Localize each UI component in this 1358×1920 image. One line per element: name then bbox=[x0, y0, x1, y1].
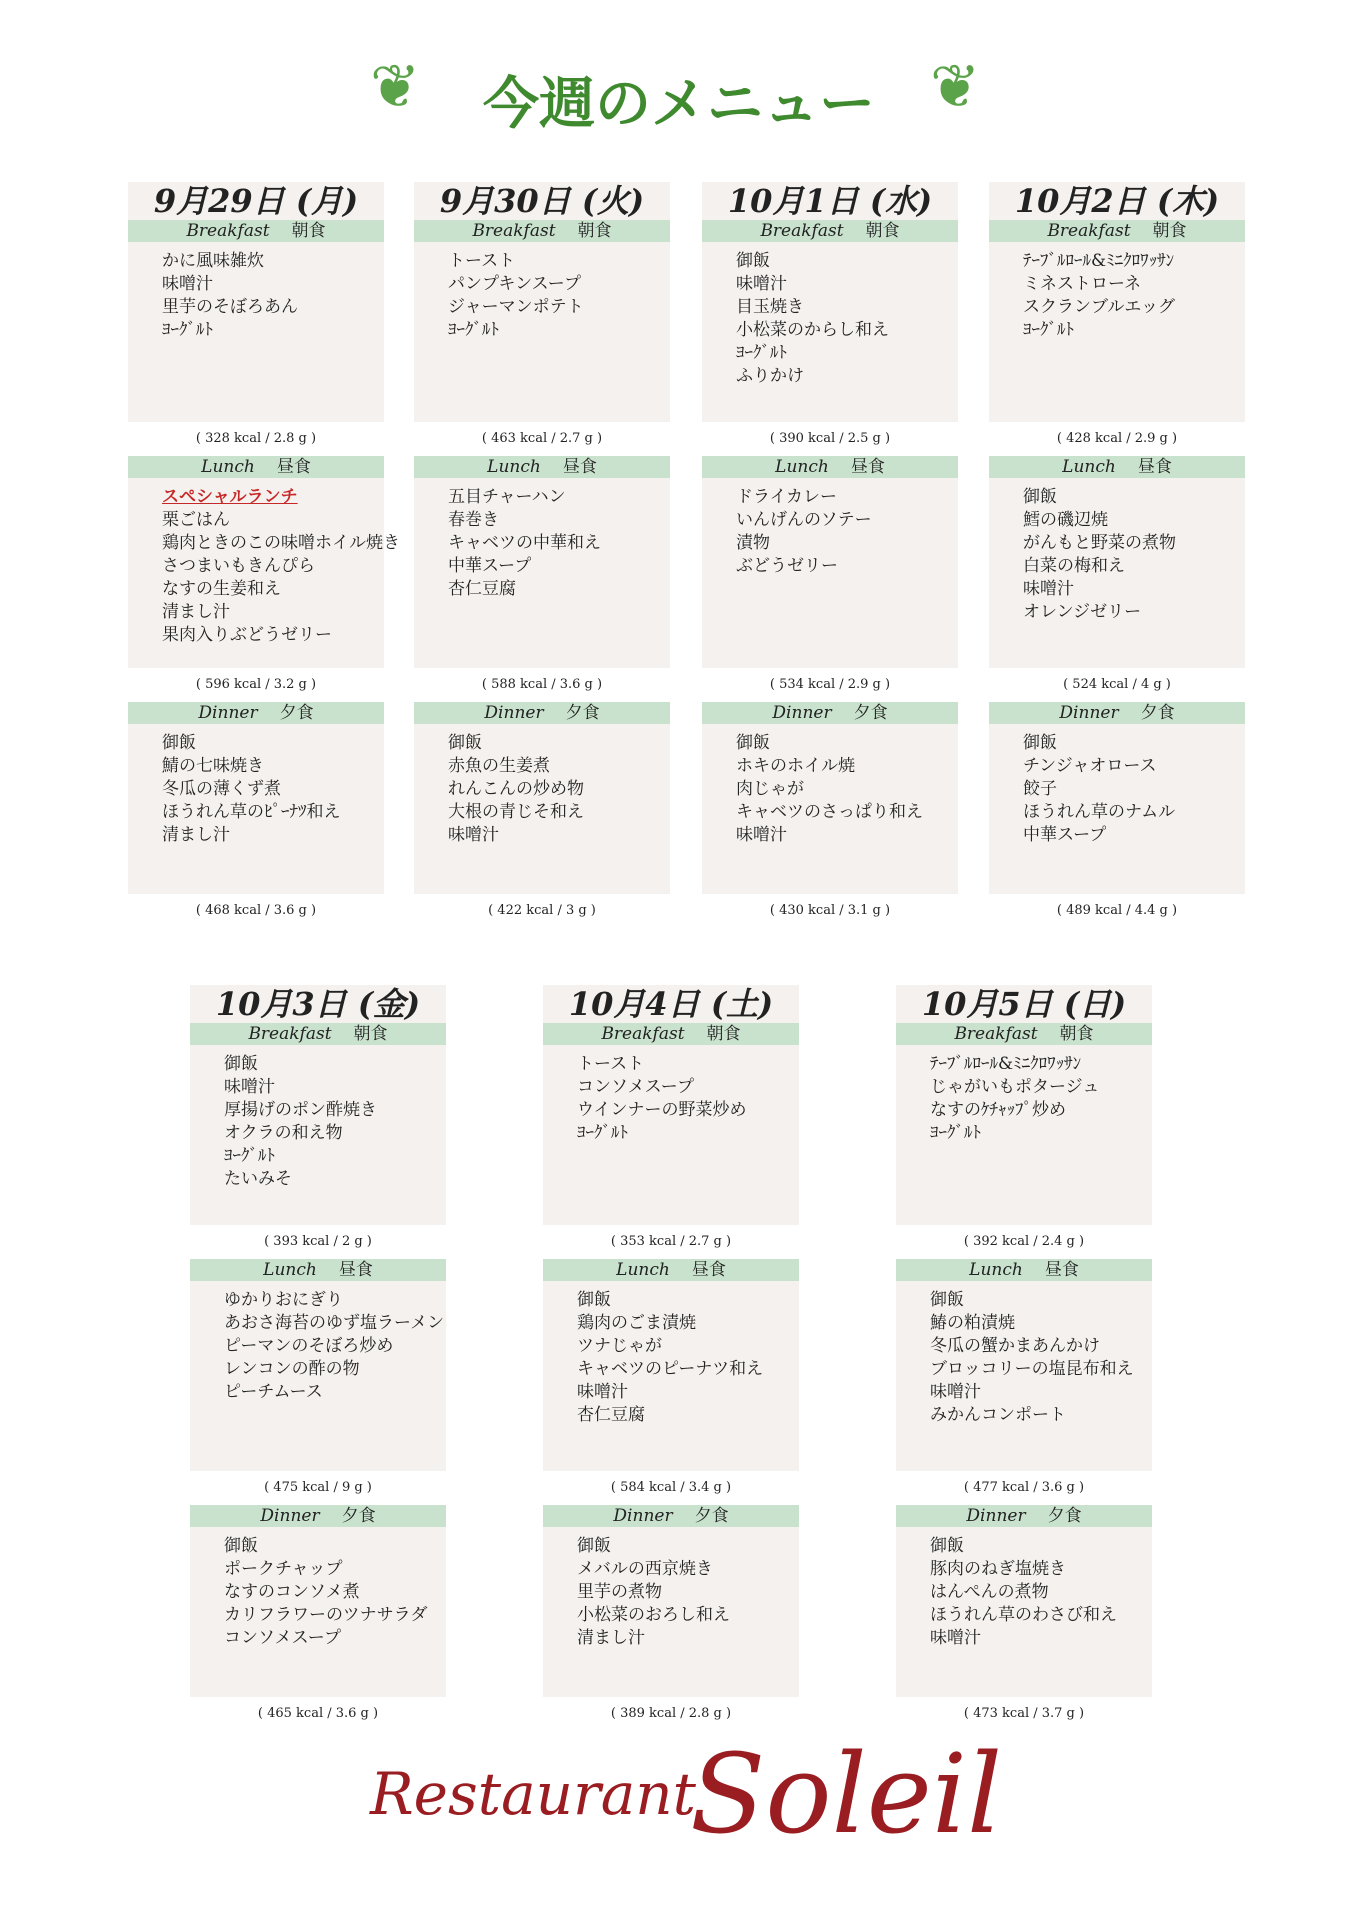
dinner-header bbox=[702, 702, 958, 724]
day-date: 10月5日 (日) bbox=[896, 985, 1152, 1023]
lunch-label-en: Lunch bbox=[616, 1260, 670, 1280]
menu-item: 味噌汁 bbox=[224, 1077, 275, 1097]
breakfast-header bbox=[128, 220, 384, 242]
lunch-label-en: Lunch bbox=[263, 1260, 317, 1280]
menu-item: 冬瓜の蟹かまあんかけ bbox=[930, 1336, 1100, 1356]
menu-item: オレンジゼリー bbox=[1023, 602, 1142, 622]
dinner-calories: ( 468 kcal / 3.6 g ) bbox=[195, 903, 317, 918]
dinner-label-jp: 夕食 bbox=[279, 703, 314, 723]
breakfast-label-en: Breakfast bbox=[1047, 221, 1131, 241]
day-column bbox=[989, 182, 1245, 928]
breakfast-header bbox=[896, 1023, 1152, 1045]
menu-item: チンジャオロース bbox=[1023, 756, 1157, 776]
menu-item: カリフラワーのツナサラダ bbox=[224, 1605, 428, 1625]
menu-item: ツナじゃが bbox=[577, 1336, 662, 1356]
menu-item: ﾖｰｸﾞﾙﾄ bbox=[577, 1123, 628, 1143]
breakfast-calories: ( 328 kcal / 2.8 g ) bbox=[195, 431, 317, 446]
menu-item: ﾖｰｸﾞﾙﾄ bbox=[224, 1146, 275, 1166]
breakfast-calories: ( 353 kcal / 2.7 g ) bbox=[610, 1234, 732, 1249]
menu-item: キャベツの中華和え bbox=[448, 533, 601, 553]
menu-item: 御飯 bbox=[736, 251, 770, 271]
breakfast-label-jp: 朝食 bbox=[1059, 1024, 1094, 1044]
menu-item: 清まし汁 bbox=[577, 1628, 645, 1648]
breakfast-label-en: Breakfast bbox=[186, 221, 270, 241]
lunch-items bbox=[414, 478, 670, 668]
menu-item: 御飯 bbox=[224, 1536, 258, 1556]
lunch-calories: ( 584 kcal / 3.4 g ) bbox=[610, 1480, 732, 1495]
breakfast-header bbox=[989, 220, 1245, 242]
menu-item: 春巻き bbox=[448, 510, 499, 530]
breakfast-items bbox=[414, 242, 670, 422]
breakfast-calories: ( 428 kcal / 2.9 g ) bbox=[1056, 431, 1178, 446]
menu-item: 厚揚げのポン酢焼き bbox=[224, 1100, 377, 1120]
breakfast-items bbox=[896, 1045, 1152, 1225]
menu-item: 御飯 bbox=[577, 1290, 611, 1310]
menu-item: みかんコンポート bbox=[930, 1405, 1066, 1425]
menu-item: 杏仁豆腐 bbox=[577, 1405, 645, 1425]
menu-item: 清まし汁 bbox=[162, 602, 230, 622]
menu-item: 御飯 bbox=[1023, 487, 1057, 507]
lunch-label-jp: 昼食 bbox=[850, 457, 885, 477]
menu-item: 杏仁豆腐 bbox=[448, 579, 516, 599]
special-lunch-label: スペシャルランチ bbox=[162, 487, 298, 507]
menu-item: 御飯 bbox=[930, 1290, 964, 1310]
menu-item: 味噌汁 bbox=[736, 825, 787, 845]
menu-item: 清まし汁 bbox=[162, 825, 230, 845]
ornament-left-icon: ❦ bbox=[370, 52, 421, 122]
menu-item: ほうれん草のわさび和え bbox=[930, 1605, 1117, 1625]
lunch-label-jp: 昼食 bbox=[338, 1260, 373, 1280]
day-column bbox=[702, 182, 958, 928]
dinner-items bbox=[190, 1527, 446, 1697]
dinner-label-en: Dinner bbox=[260, 1506, 320, 1526]
brand-name: Soleil bbox=[690, 1730, 1003, 1858]
breakfast-items bbox=[543, 1045, 799, 1225]
menu-item: 味噌汁 bbox=[1023, 579, 1074, 599]
lunch-header bbox=[989, 456, 1245, 478]
dinner-header bbox=[414, 702, 670, 724]
lunch-calories: ( 596 kcal / 3.2 g ) bbox=[195, 677, 317, 692]
menu-item: 目玉焼き bbox=[736, 297, 804, 317]
dinner-label-jp: 夕食 bbox=[853, 703, 888, 723]
dinner-header bbox=[989, 702, 1245, 724]
breakfast-items bbox=[128, 242, 384, 422]
breakfast-label-jp: 朝食 bbox=[577, 221, 612, 241]
lunch-label-en: Lunch bbox=[969, 1260, 1023, 1280]
breakfast-items bbox=[702, 242, 958, 422]
breakfast-label-jp: 朝食 bbox=[865, 221, 900, 241]
menu-item: 里芋の煮物 bbox=[577, 1582, 662, 1602]
breakfast-label-en: Breakfast bbox=[248, 1024, 332, 1044]
menu-item: ウインナーの野菜炒め bbox=[577, 1100, 747, 1120]
menu-item: コンソメスープ bbox=[224, 1628, 341, 1648]
menu-item: 冬瓜の薄くず煮 bbox=[162, 779, 281, 799]
breakfast-label-jp: 朝食 bbox=[1152, 221, 1187, 241]
menu-item: ﾖｰｸﾞﾙﾄ bbox=[930, 1123, 981, 1143]
menu-item: がんもと野菜の煮物 bbox=[1023, 533, 1176, 553]
dinner-label-en: Dinner bbox=[484, 703, 544, 723]
lunch-label-en: Lunch bbox=[201, 457, 255, 477]
dinner-calories: ( 430 kcal / 3.1 g ) bbox=[769, 903, 891, 918]
menu-item: 中華スープ bbox=[448, 556, 532, 576]
dinner-header bbox=[896, 1505, 1152, 1527]
menu-item: 鱈の磯辺焼 bbox=[1023, 510, 1108, 530]
lunch-items bbox=[896, 1281, 1152, 1471]
lunch-header bbox=[543, 1259, 799, 1281]
menu-item: 小松菜のおろし和え bbox=[577, 1605, 730, 1625]
breakfast-label-jp: 朝食 bbox=[353, 1024, 388, 1044]
dinner-label-en: Dinner bbox=[772, 703, 832, 723]
breakfast-calories: ( 392 kcal / 2.4 g ) bbox=[963, 1234, 1085, 1249]
dinner-label-jp: 夕食 bbox=[565, 703, 600, 723]
dinner-label-jp: 夕食 bbox=[1047, 1506, 1082, 1526]
menu-item: ﾖｰｸﾞﾙﾄ bbox=[736, 343, 787, 363]
lunch-calories: ( 534 kcal / 2.9 g ) bbox=[769, 677, 891, 692]
menu-item: ホキのホイル焼 bbox=[736, 756, 855, 776]
lunch-label-jp: 昼食 bbox=[276, 457, 311, 477]
dinner-items bbox=[702, 724, 958, 894]
breakfast-items bbox=[989, 242, 1245, 422]
dinner-label-en: Dinner bbox=[966, 1506, 1026, 1526]
breakfast-label-en: Breakfast bbox=[760, 221, 844, 241]
page-title: 今週のメニュー bbox=[483, 71, 875, 137]
menu-item: 五目チャーハン bbox=[448, 487, 566, 507]
menu-item: 御飯 bbox=[736, 733, 770, 753]
menu-item: 味噌汁 bbox=[930, 1628, 981, 1648]
day-column bbox=[190, 985, 446, 1731]
menu-item: ﾖｰｸﾞﾙﾄ bbox=[1023, 320, 1074, 340]
menu-item: メバルの西京焼き bbox=[577, 1559, 713, 1579]
breakfast-calories: ( 393 kcal / 2 g ) bbox=[264, 1234, 372, 1249]
menu-item: コンソメスープ bbox=[577, 1077, 694, 1097]
menu-item: じゃがいもポタージュ bbox=[930, 1077, 1100, 1097]
menu-item: 赤魚の生姜煮 bbox=[448, 756, 550, 776]
menu-item: 豚肉のねぎ塩焼き bbox=[930, 1559, 1066, 1579]
menu-item: なすのコンソメ煮 bbox=[224, 1582, 360, 1602]
menu-item: さつまいもきんぴら bbox=[162, 556, 315, 576]
breakfast-label-en: Breakfast bbox=[601, 1024, 685, 1044]
menu-item: レンコンの酢の物 bbox=[224, 1359, 360, 1379]
breakfast-label-en: Breakfast bbox=[954, 1024, 1038, 1044]
breakfast-label-jp: 朝食 bbox=[706, 1024, 741, 1044]
menu-item: れんこんの炒め物 bbox=[448, 779, 584, 799]
breakfast-header bbox=[414, 220, 670, 242]
lunch-label-en: Lunch bbox=[487, 457, 541, 477]
dinner-label-en: Dinner bbox=[1059, 703, 1119, 723]
menu-item: オクラの和え物 bbox=[224, 1123, 343, 1143]
menu-item: パンプキンスープ bbox=[448, 274, 581, 294]
lunch-items bbox=[190, 1281, 446, 1471]
lunch-items bbox=[989, 478, 1245, 668]
lunch-calories: ( 477 kcal / 3.6 g ) bbox=[963, 1480, 1085, 1495]
menu-item: いんげんのソテー bbox=[736, 510, 872, 530]
breakfast-header bbox=[190, 1023, 446, 1045]
day-column bbox=[543, 985, 799, 1731]
lunch-items bbox=[702, 478, 958, 668]
menu-item: ほうれん草のﾋﾟｰﾅﾂ和え bbox=[162, 802, 341, 822]
menu-item: はんぺんの煮物 bbox=[930, 1582, 1049, 1602]
day-date: 10月1日 (水) bbox=[702, 182, 958, 220]
lunch-label-en: Lunch bbox=[775, 457, 829, 477]
menu-item: 鶏肉のごま漬焼 bbox=[577, 1313, 696, 1333]
menu-item: たいみそ bbox=[224, 1169, 292, 1189]
menu-item: ふりかけ bbox=[736, 366, 804, 386]
dinner-calories: ( 465 kcal / 3.6 g ) bbox=[257, 1706, 379, 1721]
menu-item: ぶどうゼリー bbox=[736, 556, 838, 576]
menu-item: 中華スープ bbox=[1023, 825, 1107, 845]
lunch-items bbox=[128, 478, 400, 668]
dinner-items bbox=[989, 724, 1245, 894]
lunch-calories: ( 588 kcal / 3.6 g ) bbox=[481, 677, 603, 692]
dinner-label-en: Dinner bbox=[198, 703, 258, 723]
dinner-header bbox=[543, 1505, 799, 1527]
dinner-label-jp: 夕食 bbox=[341, 1506, 376, 1526]
day-column bbox=[414, 182, 670, 928]
menu-item: ゆかりおにぎり bbox=[224, 1290, 343, 1310]
dinner-calories: ( 489 kcal / 4.4 g ) bbox=[1056, 903, 1178, 918]
lunch-label-jp: 昼食 bbox=[1137, 457, 1172, 477]
menu-item: 御飯 bbox=[1023, 733, 1057, 753]
lunch-items bbox=[543, 1281, 799, 1471]
day-date: 9月30日 (火) bbox=[414, 182, 670, 220]
day-date: 9月29日 (月) bbox=[128, 182, 384, 220]
day-date: 10月2日 (木) bbox=[989, 182, 1245, 220]
lunch-label-jp: 昼食 bbox=[1044, 1260, 1079, 1280]
menu-item: 味噌汁 bbox=[736, 274, 787, 294]
breakfast-header bbox=[702, 220, 958, 242]
lunch-calories: ( 524 kcal / 4 g ) bbox=[1063, 677, 1171, 692]
dinner-items bbox=[896, 1527, 1152, 1697]
menu-item: ブロッコリーの塩昆布和え bbox=[930, 1359, 1134, 1379]
menu-item: 果肉入りぶどうゼリー bbox=[162, 625, 332, 645]
dinner-calories: ( 422 kcal / 3 g ) bbox=[488, 903, 596, 918]
menu-item: ジャーマンポテト bbox=[448, 297, 584, 317]
dinner-header bbox=[190, 1505, 446, 1527]
menu-item: なすの生姜和え bbox=[162, 579, 281, 599]
day-column bbox=[128, 182, 400, 928]
dinner-header bbox=[128, 702, 384, 724]
menu-item: 御飯 bbox=[930, 1536, 964, 1556]
menu-item: ﾃｰﾌﾞﾙﾛｰﾙ&ﾐﾆｸﾛﾜｯｻﾝ bbox=[1023, 251, 1175, 271]
day-date: 10月4日 (土) bbox=[543, 985, 799, 1023]
menu-item: 肉じゃが bbox=[736, 779, 804, 799]
menu-item: 鰆の粕漬焼 bbox=[930, 1313, 1015, 1333]
dinner-label-en: Dinner bbox=[613, 1506, 673, 1526]
lunch-calories: ( 475 kcal / 9 g ) bbox=[264, 1480, 372, 1495]
lunch-label-jp: 昼食 bbox=[562, 457, 597, 477]
menu-item: トースト bbox=[577, 1054, 645, 1074]
menu-item: 御飯 bbox=[448, 733, 482, 753]
lunch-header bbox=[414, 456, 670, 478]
menu-item: 味噌汁 bbox=[162, 274, 213, 294]
menu-item: ﾖｰｸﾞﾙﾄ bbox=[162, 320, 213, 340]
menu-item: 鯖の七味焼き bbox=[162, 756, 264, 776]
menu-item: ﾖｰｸﾞﾙﾄ bbox=[448, 320, 499, 340]
ornament-right-icon: ❦ bbox=[930, 52, 981, 122]
menu-item: 鶏肉ときのこの味噌ホイル焼き bbox=[162, 533, 400, 553]
dinner-items bbox=[543, 1527, 799, 1697]
menu-item: キャベツのピーナツ和え bbox=[577, 1359, 764, 1379]
brand-restaurant: Restaurant bbox=[370, 1760, 696, 1828]
menu-item: ミネストローネ bbox=[1023, 274, 1142, 294]
breakfast-calories: ( 390 kcal / 2.5 g ) bbox=[769, 431, 891, 446]
breakfast-calories: ( 463 kcal / 2.7 g ) bbox=[481, 431, 603, 446]
lunch-label-jp: 昼食 bbox=[691, 1260, 726, 1280]
menu-item: あおさ海苔のゆず塩ラーメン bbox=[224, 1313, 445, 1333]
menu-item: 味噌汁 bbox=[577, 1382, 628, 1402]
menu-item: かに風味雑炊 bbox=[162, 251, 264, 271]
menu-item: 御飯 bbox=[224, 1054, 258, 1074]
menu-item: トースト bbox=[448, 251, 516, 271]
day-column bbox=[896, 985, 1152, 1731]
menu-item: なすのｹﾁｬｯﾌﾟ炒め bbox=[930, 1100, 1066, 1120]
dinner-label-jp: 夕食 bbox=[1140, 703, 1175, 723]
menu-item: 小松菜のからし和え bbox=[736, 320, 889, 340]
menu-item: 味噌汁 bbox=[930, 1382, 981, 1402]
menu-item: 栗ごはん bbox=[162, 510, 230, 530]
dinner-items bbox=[414, 724, 670, 894]
menu-item: キャベツのさっぱり和え bbox=[736, 802, 923, 822]
menu-item: ﾃｰﾌﾞﾙﾛｰﾙ&ﾐﾆｸﾛﾜｯｻﾝ bbox=[930, 1054, 1082, 1074]
menu-item: ほうれん草のナムル bbox=[1023, 802, 1176, 822]
lunch-header bbox=[190, 1259, 446, 1281]
breakfast-header bbox=[543, 1023, 799, 1045]
menu-item: 大根の青じそ和え bbox=[448, 802, 584, 822]
menu-item: ドライカレー bbox=[736, 487, 837, 507]
menu-item: 味噌汁 bbox=[448, 825, 499, 845]
dinner-items bbox=[128, 724, 384, 894]
dinner-calories: ( 389 kcal / 2.8 g ) bbox=[610, 1706, 732, 1721]
lunch-header bbox=[702, 456, 958, 478]
breakfast-label-jp: 朝食 bbox=[291, 221, 326, 241]
day-date: 10月3日 (金) bbox=[190, 985, 446, 1023]
dinner-calories: ( 473 kcal / 3.7 g ) bbox=[963, 1706, 1085, 1721]
menu-item: スクランブルエッグ bbox=[1023, 297, 1175, 317]
menu-item: ピーチムース bbox=[224, 1382, 323, 1402]
menu-item: 里芋のそぼろあん bbox=[162, 297, 298, 317]
breakfast-items bbox=[190, 1045, 446, 1225]
menu-item: 餃子 bbox=[1023, 779, 1057, 799]
breakfast-label-en: Breakfast bbox=[472, 221, 556, 241]
menu-item: 漬物 bbox=[736, 533, 770, 553]
menu-item: ピーマンのそぼろ炒め bbox=[224, 1336, 394, 1356]
lunch-header bbox=[896, 1259, 1152, 1281]
lunch-header bbox=[128, 456, 384, 478]
menu-item: 白菜の梅和え bbox=[1023, 556, 1125, 576]
menu-item: 御飯 bbox=[577, 1536, 611, 1556]
dinner-label-jp: 夕食 bbox=[694, 1506, 729, 1526]
lunch-label-en: Lunch bbox=[1062, 457, 1116, 477]
menu-item: ポークチャップ bbox=[224, 1559, 343, 1579]
menu-item: 御飯 bbox=[162, 733, 196, 753]
